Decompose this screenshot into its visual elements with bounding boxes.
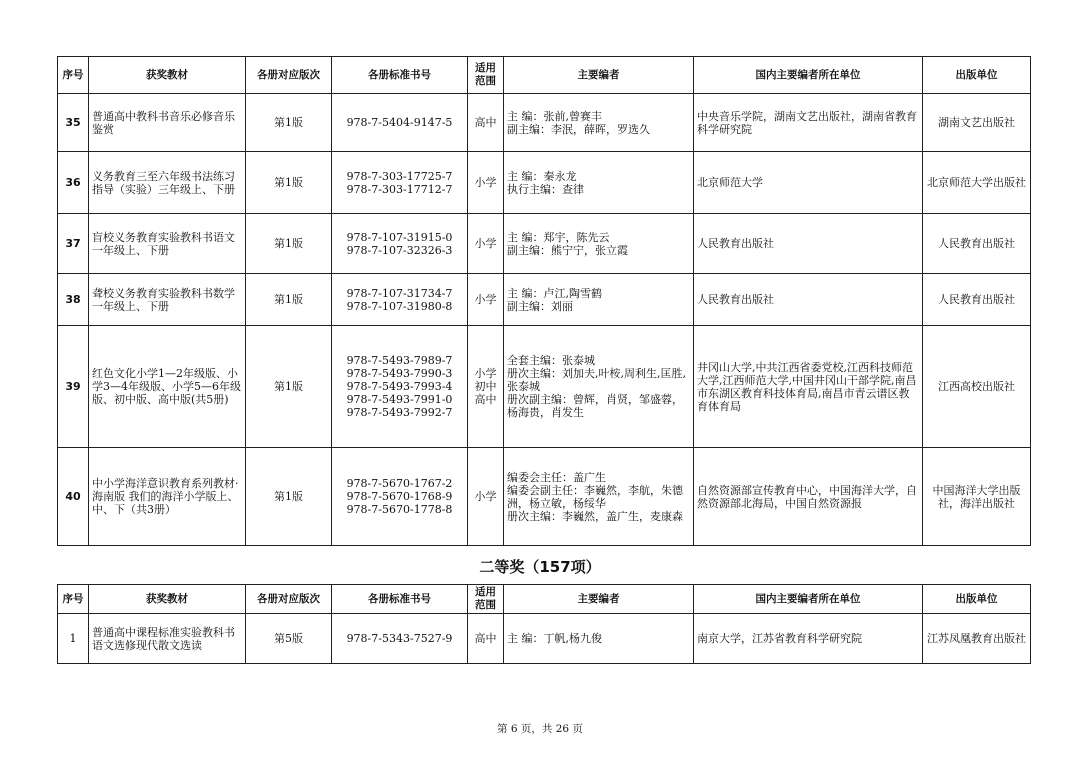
row-publisher: 湖南文艺出版社 [923, 94, 1031, 152]
row-scope: 小学 [468, 214, 504, 274]
header-scope: 适用 范围 [468, 57, 504, 94]
row-unit: 人民教育出版社 [694, 274, 923, 326]
table-header-row [58, 57, 1031, 94]
row-scope: 高中 [468, 94, 504, 152]
row-unit: 人民教育出版社 [694, 214, 923, 274]
row-unit: 中央音乐学院，湖南文艺出版社，湖南省教育科学研究院 [694, 94, 923, 152]
row-no: 39 [58, 326, 89, 448]
row-no: 36 [58, 152, 89, 214]
row-textbook: 普通高中课程标准实验教科书语文选修现代散文选读 [89, 614, 246, 664]
row-textbook: 中小学海洋意识教育系列教材·海南版 我们的海洋小学版上、中、下（共3册） [89, 448, 246, 546]
header-no: 序号 [58, 585, 89, 614]
table-row [58, 214, 1031, 274]
row-publisher: 江西高校出版社 [923, 326, 1031, 448]
row-no: 40 [58, 448, 89, 546]
header-no: 序号 [58, 57, 89, 94]
header-publisher: 出版单位 [923, 585, 1031, 614]
header-publisher: 出版单位 [923, 57, 1031, 94]
row-editors: 编委会主任：盖广生 编委会副主任：李巍然，李航，朱德洲，杨立敏，杨绥华 册次主编：李巍然，盖广生，麦康森 [504, 448, 694, 546]
table-row [58, 152, 1031, 214]
row-scope: 小学 初中 高中 [468, 326, 504, 448]
row-publisher: 北京师范大学出版社 [923, 152, 1031, 214]
row-unit: 北京师范大学 [694, 152, 923, 214]
row-isbn: 978-7-5404-9147-5 [332, 94, 468, 152]
row-textbook: 义务教育三至六年级书法练习指导（实验）三年级上、下册 [89, 152, 246, 214]
header-scope: 适用 范围 [468, 585, 504, 614]
header-textbook: 获奖教材 [89, 57, 246, 94]
row-edition: 第5版 [246, 614, 332, 664]
row-isbn: 978-7-5343-7527-9 [332, 614, 468, 664]
row-unit: 井冈山大学,中共江西省委党校,江西科技师范大学,江西师范大学,中国井冈山干部学院,南昌市东湖区教育科技体育局,南昌市青云谱区教育体育局 [694, 326, 923, 448]
row-no: 37 [58, 214, 89, 274]
row-edition: 第1版 [246, 94, 332, 152]
row-isbn: 978-7-303-17725-7 978-7-303-17712-7 [332, 152, 468, 214]
row-no: 1 [58, 614, 89, 664]
row-publisher: 江苏凤凰教育出版社 [923, 614, 1031, 664]
row-publisher: 人民教育出版社 [923, 214, 1031, 274]
row-unit: 南京大学，江苏省教育科学研究院 [694, 614, 923, 664]
row-publisher: 人民教育出版社 [923, 274, 1031, 326]
row-isbn: 978-7-5670-1767-2 978-7-5670-1768-9 978-7-5670-1778-8 [332, 448, 468, 546]
row-isbn: 978-7-5493-7989-7 978-7-5493-7990-3 978-7-5493-7993-4 978-7-5493-7991-0 978-7-5493-7992-7 [332, 326, 468, 448]
header-editors: 主要编者 [504, 585, 694, 614]
table-row [58, 274, 1031, 326]
row-no: 38 [58, 274, 89, 326]
header-textbook: 获奖教材 [89, 585, 246, 614]
row-edition: 第1版 [246, 214, 332, 274]
header-isbn: 各册标准书号 [332, 57, 468, 94]
row-editors: 主 编：卢江,陶雪鹤 副主编：刘丽 [504, 274, 694, 326]
row-edition: 第1版 [246, 448, 332, 546]
row-scope: 小学 [468, 448, 504, 546]
row-editors: 主 编：丁帆,杨九俊 [504, 614, 694, 664]
table-row [58, 326, 1031, 448]
header-edition: 各册对应版次 [246, 57, 332, 94]
awards-table-first-prize [57, 56, 1031, 546]
row-isbn: 978-7-107-31734-7 978-7-107-31980-8 [332, 274, 468, 326]
row-editors: 全套主编：张泰城 册次主编：刘加夫,叶桉,周利生,匡胜,张泰城 册次副主编：曾辉，肖贤，邹盛蓉，杨海贵，肖发生 [504, 326, 694, 448]
section-title-second-prize: 二等奖（157项） [479, 558, 601, 576]
row-scope: 小学 [468, 274, 504, 326]
row-textbook: 聋校义务教育实验教科书数学一年级上、下册 [89, 274, 246, 326]
awards-table-second-prize [57, 584, 1031, 664]
row-textbook: 红色文化小学1—2年级版、小学3—4年级版、小学5—6年级版、初中版、高中版(共5册) [89, 326, 246, 448]
row-scope: 小学 [468, 152, 504, 214]
row-textbook: 盲校义务教育实验教科书语文一年级上、下册 [89, 214, 246, 274]
table-row [58, 448, 1031, 546]
page-footer: 第 6 页，共 26 页 [497, 723, 583, 735]
header-editors: 主要编者 [504, 57, 694, 94]
row-scope: 高中 [468, 614, 504, 664]
row-publisher: 中国海洋大学出版社，海洋出版社 [923, 448, 1031, 546]
row-editors: 主 编：郑宇，陈先云 副主编：熊宁宁，张立霞 [504, 214, 694, 274]
row-edition: 第1版 [246, 152, 332, 214]
row-unit: 自然资源部宣传教育中心，中国海洋大学，自然资源部北海局，中国自然资源报 [694, 448, 923, 546]
header-unit: 国内主要编者所在单位 [694, 585, 923, 614]
table-row [58, 614, 1031, 664]
header-isbn: 各册标准书号 [332, 585, 468, 614]
row-edition: 第1版 [246, 274, 332, 326]
row-textbook: 普通高中教科书音乐必修音乐鉴赏 [89, 94, 246, 152]
row-no: 35 [58, 94, 89, 152]
row-edition: 第1版 [246, 326, 332, 448]
row-editors: 主 编：张前,曾赛丰 副主编：李泯，薛晖，罗选久 [504, 94, 694, 152]
row-isbn: 978-7-107-31915-0 978-7-107-32326-3 [332, 214, 468, 274]
header-edition: 各册对应版次 [246, 585, 332, 614]
row-editors: 主 编：秦永龙 执行主编：查律 [504, 152, 694, 214]
table-header-row [58, 585, 1031, 614]
header-unit: 国内主要编者所在单位 [694, 57, 923, 94]
table-row [58, 94, 1031, 152]
